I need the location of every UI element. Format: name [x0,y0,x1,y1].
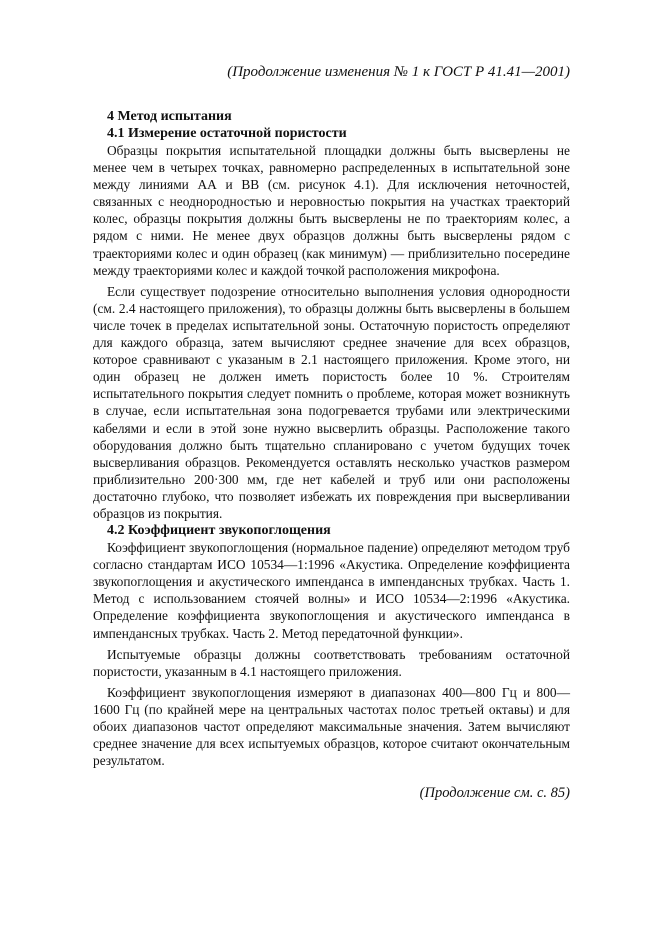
continuation-header: (Продолжение изменения № 1 к ГОСТ Р 41.41—2001) [227,64,570,80]
section-4-title: 4 Метод испытания [107,109,232,124]
document-page [93,62,570,803]
section-4-1-title: 4.1 Измерение остаточной пористости [107,126,347,141]
section-4-2-title: 4.2 Коэффициент звукопоглощения [107,523,331,539]
paragraph-samples-drilling: Образцы покрытия испытательной площадки должны быть высверлены не менее чем в четырех точках, равномерно распределенных в испытательной зоне между линиями АА и ВВ (см. рисунок 4.1). Для исключения неточностей, связанных с неоднородностью и неровностью покрытия на участках траекторий колес, образцы покрытия должны быть высверлены не по траекториям колес, а рядом с ними. Не менее двух образцов должны быть высверлены рядом с траекториями колес и один образец (как минимум) — приблизительно посередине между траекториями колес и каждой точкой расположения микрофона. [93,143,570,278]
paragraph-sample-requirements: Испытуемые образцы должны соответствовать требованиям остаточной пористости, указанным в 4.1 настоящего приложения. [93,646,570,679]
continuation-footer: (Продолжение см. с. 85) [419,785,570,802]
paragraph-frequency-ranges: Коэффициент звукопоглощения измеряют в диапазонах 400—800 Гц и 800—1600 Гц (по крайней мере на центральных частотах полос третьей октавы) и для обоих диапазонов частот определяют максимальные значения. Затем вычисляют среднее значение для всех испытуемых образцов, которое считают окончательным результатом. [93,684,570,769]
paragraph-absorption-method: Коэффициент звукопоглощения (нормальное падение) определяют методом труб согласно стандартам ИСО 10534—1:1996 «Акустика. Определение коэффициента звукопоглощения и акустического импенданса в импендансных трубках. Часть 1. Метод с использованием стоячей волны» и ИСО 10534—2:1996 «Акустика. Определение коэффициента звукопоглощения и акустического импенданса в импендансных трубках. Часть 2. Метод передаточной функции». [93,540,570,641]
paragraph-homogeneity: Если существует подозрение относительно выполнения условия однородности (см. 2.4 настоящего приложения), то образцы должны быть высверлены в большем числе точек в пределах испытательной зоны. Остаточную пористость определяют для каждого образца, затем вычисляют среднее значение для всех образцов, которое сравнивают с указаным в 2.1 настоящего приложения. Кроме этого, ни один образец не должен иметь пористость более 10 %. Строителям испытательного покрытия следует помнить о проблеме, которая может возникнуть в случае, если испытательная зона подогревается трубами или электрическими кабелями и если в этой зоне нужно высверлить образцы. Расположение такого оборудования должно быть тщательно спланировано с учетом будущих точек высверливания образцов. Рекомендуется оставлять несколько участков размером приблизительно 200·300 мм, где нет кабелей и труб или они расположены достаточно глубоко, что позволяет избежать их повреждения при высверливании образцов из покрытия. [93,283,570,521]
